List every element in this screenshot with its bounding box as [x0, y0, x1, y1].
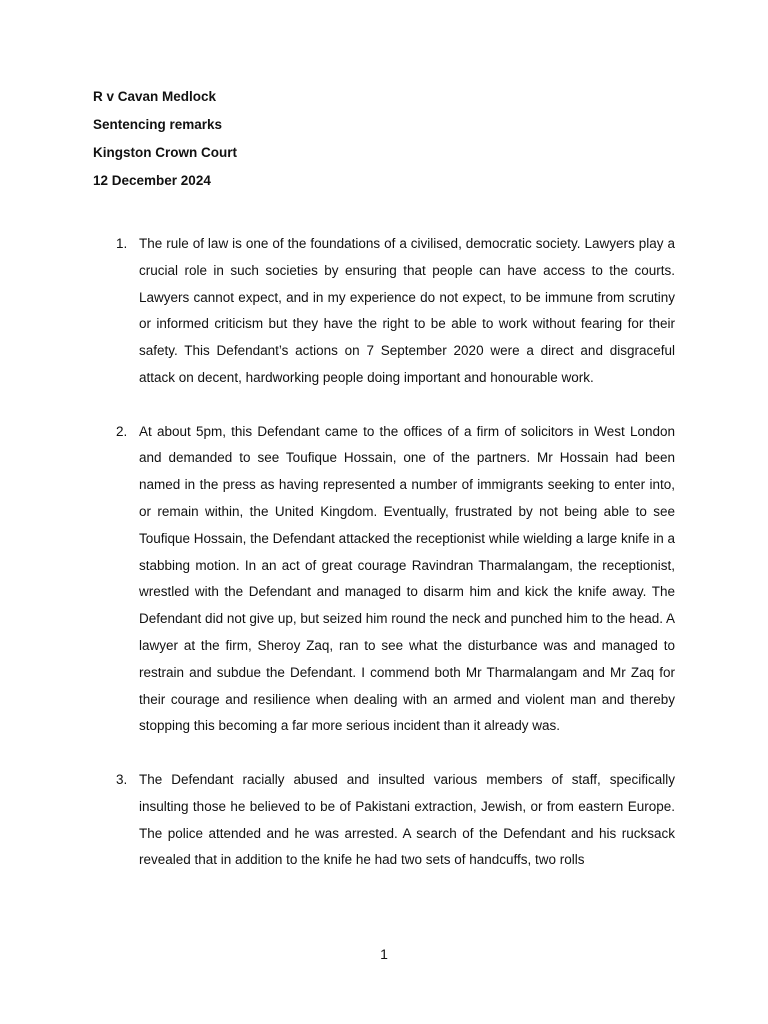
paragraph [113, 767, 675, 874]
case-title: R v Cavan Medlock [93, 89, 217, 104]
paragraph-number: 2. [116, 423, 128, 439]
numbered-paragraphs [113, 231, 675, 874]
paragraph-number: 1. [116, 236, 128, 251]
paragraph-number: 3. [116, 771, 128, 787]
document-date: 12 December 2024 [93, 173, 211, 188]
paragraph-text: The rule of law is one of the foundations of a civilised, democratic society. Lawyers play a crucial role in such societies by ensuring that people can have access to the courts. Lawyers cannot expect, and in my experience do not expect, to be immune from scrutiny or informed criticism but they have the right to be able to work without fearing for their safety. This Defendant’s actions on 7 September 2020 were a direct and disgraceful attack on decent, hardworking people doing important and honourable work. [139, 236, 675, 385]
page-number: 1 [380, 946, 388, 962]
paragraph-text: The Defendant racially abused and insulted various members of staff, specifically insulting those he believed to be of Pakistani extraction, Jewish, or from eastern Europe. The police attended and he was arrested. A search of the Defendant and his rucksack revealed that in addition to the knife he had two sets of handcuffs, two rolls [139, 771, 675, 868]
paragraph-text: At about 5pm, this Defendant came to the offices of a firm of solicitors in West London and demanded to see Toufique Hossain, one of the partners. Mr Hossain had been named in the press as having represented a number of immigrants seeking to enter into, or remain within, the United Kingdom. Eventually, frustrated by not being able to see Toufique Hossain, the Defendant attacked the receptionist while wielding a large knife in a stabbing motion. In an act of great courage Ravindran Tharmalangam, the receptionist, wrestled with the Defendant and managed to disarm him and kick the knife away. The Defendant did not give up, but seized him round the neck and punched him to the head. A lawyer at the firm, Sheroy Zaq, ran to see what the disturbance was and managed to restrain and subdue the Defendant. I commend both Mr Tharmalangam and Mr Zaq for their courage and resilience when dealing with an armed and violent man and thereby stopping this becoming a far more serious incident than it already was. [139, 423, 675, 734]
document-type: Sentencing remarks [93, 117, 223, 132]
paragraph [113, 419, 675, 741]
court-name: Kingston Crown Court [93, 145, 237, 160]
paragraph [113, 231, 675, 392]
document-header [93, 87, 237, 199]
